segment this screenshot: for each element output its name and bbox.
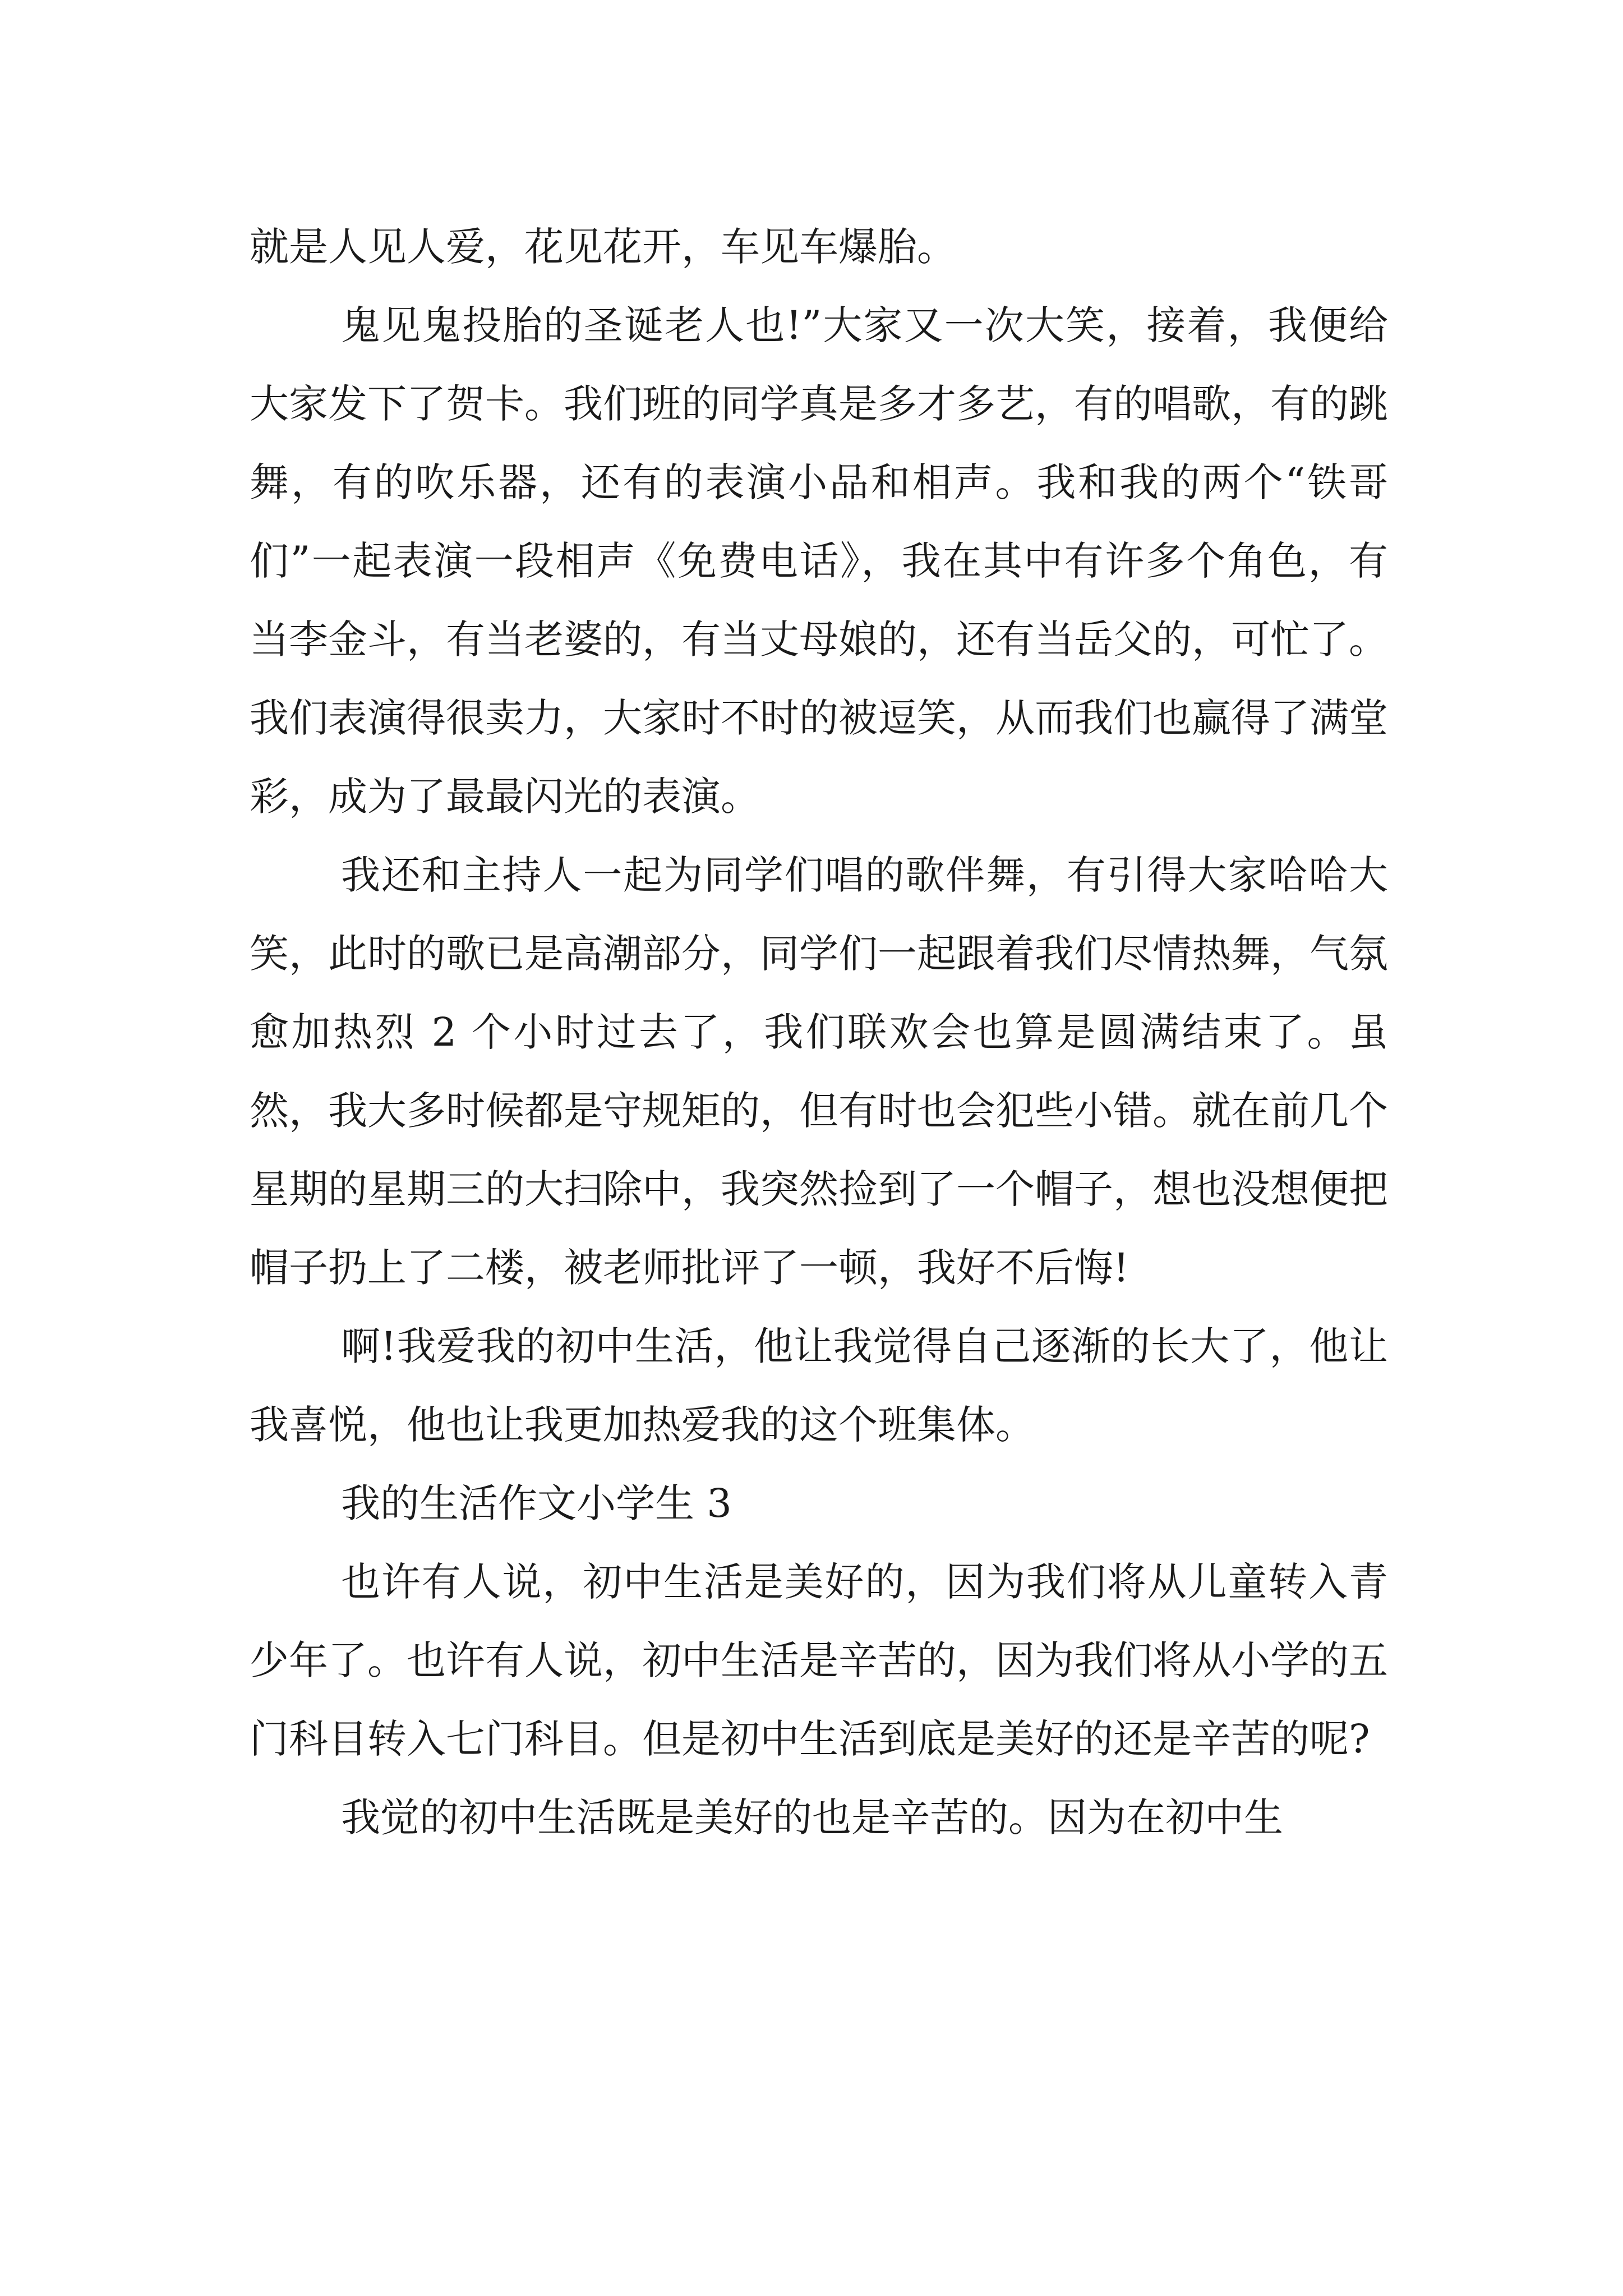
paragraph-1: 就是人见人爱，花见花开，车见车爆胎。: [250, 224, 956, 270]
paragraph-2: 鬼见鬼投胎的圣诞老人也!”大家又一次大笑，接着，我便给大家发下了贺卡。我们班的同学真是多才多艺，有的唱歌，有的跳舞，有的吹乐器，还有的表演小品和相声。我和我的两个“铁哥们”一起表演一段相声《免费电话》，我在其中有许多个角色，有当李金斗，有当老婆的，有当丈母娘的，还有当岳父的，可忙了。我们表演得很卖力，大家时不时的被逗笑，从而我们也赢得了满堂彩，成为了最最闪光的表演。: [250, 302, 1388, 820]
paragraph-6: 我觉的初中生活既是美好的也是辛苦的。因为在初中生: [341, 1795, 1283, 1841]
section-heading: 我的生活作文小学生 3: [341, 1480, 732, 1526]
paragraph-4: 啊!我爱我的初中生活，他让我觉得自己逐渐的长大了，他让我喜悦，他也让我更加热爱我的这个班集体。: [250, 1323, 1388, 1448]
document-body: [250, 208, 1388, 1857]
paragraph-3: 我还和主持人一起为同学们唱的歌伴舞，有引得大家哈哈大笑，此时的歌已是高潮部分，同学们一起跟着我们尽情热舞，气氛愈加热烈 2 个小时过去了，我们联欢会也算是圆满结束了。虽然，我大多时候都是守规矩的，但有时也会犯些小错。就在前几个星期的星期三的大扫除中，我突然捡到了一个帽子，想也没想便把帽子扔上了二楼，被老师批评了一顿，我好不后悔!: [250, 852, 1388, 1291]
paragraph-5: 也许有人说，初中生活是美好的，因为我们将从儿童转入青少年了。也许有人说，初中生活是辛苦的，因为我们将从小学的五门科目转入七门科目。但是初中生活到底是美好的还是辛苦的呢?: [250, 1559, 1388, 1762]
